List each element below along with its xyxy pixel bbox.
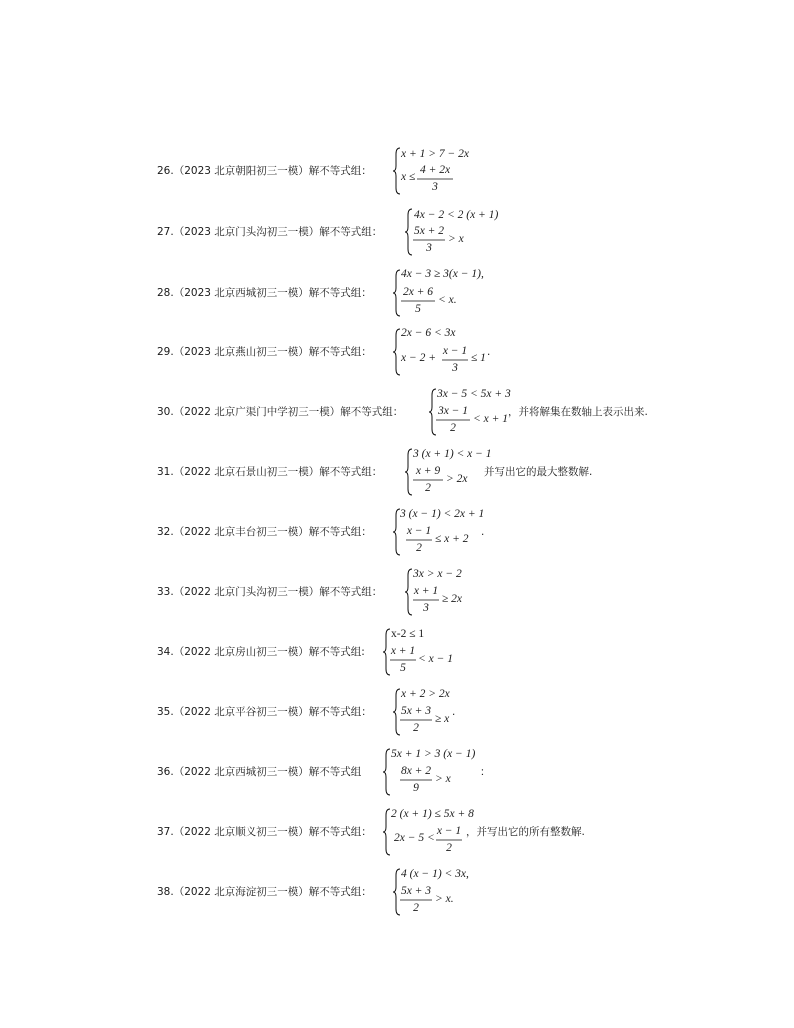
inequality-line-1: 3 (x − 1) < 2x + 1: [400, 508, 485, 520]
problem-prefix: 28.（2023 北京西城初三一模）解不等式组：: [157, 287, 372, 299]
problem-prefix: 35.（2022 北京平谷初三一模）解不等式组：: [157, 706, 372, 718]
problem-prefix: 30.（2022 北京广渠门中学初三一模）解不等式组：: [157, 406, 404, 418]
inequality-line-1: 4 (x − 1) < 3x,: [401, 868, 469, 880]
fraction-denominator: 2: [446, 842, 452, 854]
inequality-line-1: x + 2 > 2x: [401, 688, 450, 700]
problem-suffix: ：: [480, 766, 491, 778]
problem-prefix: 36.（2022 北京西城初三一模）解不等式组: [157, 766, 362, 778]
fraction-numerator: 5x + 3: [400, 885, 432, 897]
fraction-denominator: 3: [423, 602, 429, 614]
problem-prefix: 31.（2022 北京石景山初三一模）解不等式组：: [157, 466, 383, 478]
problem-suffix: .: [452, 706, 456, 718]
fraction-numerator: 8x + 2: [400, 765, 432, 777]
problem-suffix: .: [481, 526, 485, 538]
line2-lead: x − 2 +: [401, 352, 436, 364]
inequality-line-1: 3x > x − 2: [413, 568, 462, 580]
line2-tail: ≤ 1: [471, 352, 486, 364]
fraction-numerator: x − 1: [442, 345, 468, 357]
fraction-numerator: x − 1: [406, 525, 432, 537]
fraction-numerator: x − 1: [436, 825, 462, 837]
inequality-line-1: 2x − 6 < 3x: [401, 327, 456, 339]
fraction-numerator: x + 1: [390, 645, 416, 657]
inequality-line-1: 5x + 1 > 3 (x − 1): [391, 748, 476, 760]
problem-suffix: 并写出它的最大整数解.: [484, 466, 593, 478]
problem-prefix: 37.（2022 北京顺义初三一模）解不等式组：: [157, 826, 372, 838]
problem-suffix: .: [487, 346, 491, 358]
line2-tail: > x.: [435, 893, 454, 905]
line2-tail: ≥ 2x: [442, 593, 463, 605]
line2-lead: 2x − 5 <: [394, 832, 435, 844]
problem-prefix: 34.（2022 北京房山初三一模）解不等式组:: [157, 646, 365, 658]
inequality-line-1: 4x − 2 < 2 (x + 1): [414, 209, 499, 221]
problem-prefix: 38.（2022 北京海淀初三一模）解不等式组：: [157, 886, 372, 898]
line2-tail: ≤ x + 2: [435, 533, 469, 545]
fraction-numerator: 3x − 1: [437, 405, 469, 417]
fraction-denominator: 2: [425, 482, 431, 494]
problem-32: [0, 507, 794, 567]
fraction-denominator: 3: [452, 362, 458, 374]
fraction-numerator: 5x + 2: [413, 225, 445, 237]
fraction-numerator: 4 + 2x: [419, 164, 451, 176]
problem-27: [0, 207, 794, 267]
line2-tail: < x.: [438, 294, 457, 306]
problem-26: [0, 146, 794, 206]
problem-suffix: ，并将解集在数轴上表示出来.: [508, 406, 648, 418]
problem-suffix: ，并写出它的所有整数解.: [466, 826, 585, 838]
problem-prefix: 32.（2022 北京丰台初三一模）解不等式组：: [157, 526, 372, 538]
fraction-numerator: 2x + 6: [402, 286, 434, 298]
line2-tail: > x: [435, 773, 451, 785]
problem-34: [0, 627, 794, 687]
problem-28: [0, 268, 794, 328]
inequality-line-1: x-2 ≤ 1: [391, 628, 425, 640]
fraction-denominator: 5: [415, 303, 421, 315]
problem-31: [0, 447, 794, 507]
line2-tail: < x − 1: [418, 653, 453, 665]
inequality-line-1: 2 (x + 1) ≤ 5x + 8: [391, 808, 474, 820]
fraction-denominator: 2: [450, 422, 456, 434]
problem-30: [0, 387, 794, 447]
fraction-denominator: 3: [426, 242, 432, 254]
problem-36: [0, 747, 794, 807]
line2-tail: < x + 1: [473, 413, 508, 425]
line2-tail: > x: [448, 233, 464, 245]
problem-prefix: 29.（2023 北京燕山初三一模）解不等式组：: [157, 346, 372, 358]
fraction-denominator: 2: [416, 542, 422, 554]
line2-tail: > 2x: [446, 473, 468, 485]
problem-38: [0, 867, 794, 927]
line2-tail: ≥ x: [435, 713, 450, 725]
fraction-denominator: 5: [400, 662, 406, 674]
fraction-denominator: 2: [413, 722, 419, 734]
inequality-line-1: x + 1 > 7 − 2x: [401, 148, 469, 160]
fraction-denominator: 2: [413, 902, 419, 914]
problem-prefix: 26.（2023 北京朝阳初三一模）解不等式组：: [157, 165, 372, 177]
fraction-numerator: 5x + 3: [400, 705, 432, 717]
problem-33: [0, 567, 794, 627]
problem-37: [0, 807, 794, 867]
problem-prefix: 33.（2022 北京门头沟初三一模）解不等式组：: [157, 586, 383, 598]
problem-35: [0, 687, 794, 747]
fraction-numerator: x + 1: [413, 585, 439, 597]
inequality-line-1: 4x − 3 ≥ 3(x − 1),: [401, 268, 484, 280]
line2-lead: x ≤: [401, 171, 416, 183]
fraction-denominator: 9: [413, 782, 419, 794]
fraction-denominator: 3: [432, 181, 438, 193]
fraction-numerator: x + 9: [415, 465, 441, 477]
problem-29: [0, 327, 794, 387]
inequality-line-1: 3 (x + 1) < x − 1: [413, 448, 492, 460]
problem-prefix: 27.（2023 北京门头沟初三一模）解不等式组：: [157, 226, 383, 238]
inequality-line-1: 3x − 5 < 5x + 3: [437, 388, 511, 400]
